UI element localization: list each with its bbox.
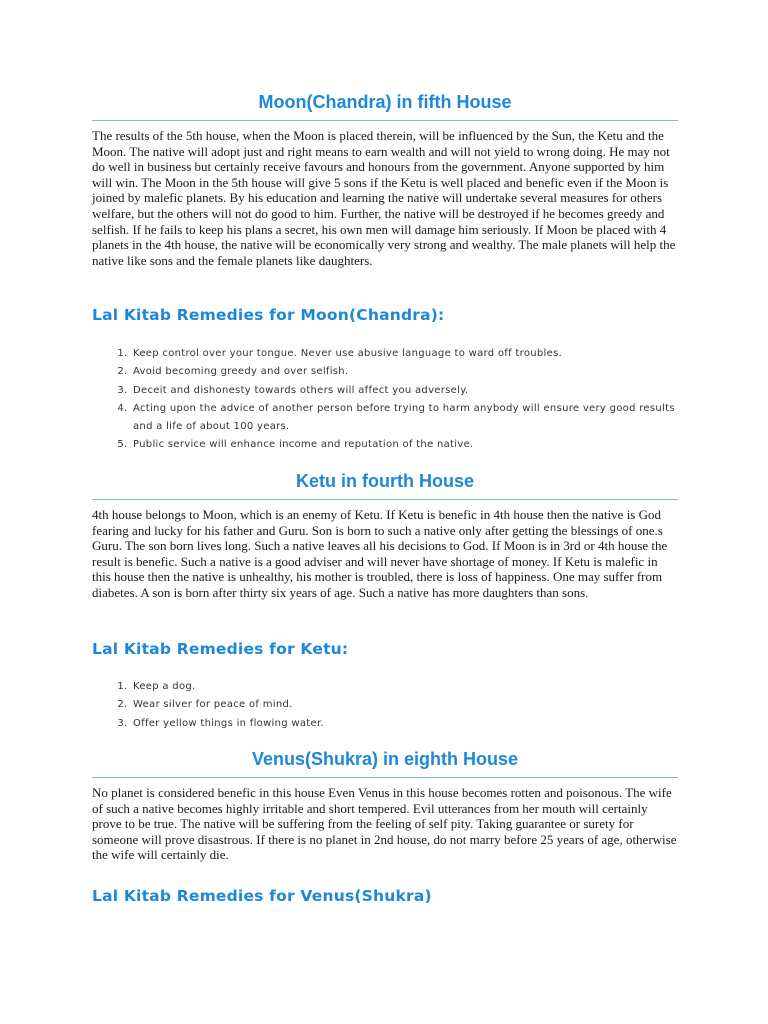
moon-section-title: Moon(Chandra) in fifth House xyxy=(92,92,678,121)
list-item: 5. Public service will enhance income and reputation of the native. xyxy=(131,436,717,454)
ketu-section-title: Ketu in fourth House xyxy=(92,471,678,500)
list-item: 2. Wear silver for peace of mind. xyxy=(131,696,717,714)
venus-section-title: Venus(Shukra) in eighth House xyxy=(92,749,678,778)
list-item: 3. Offer yellow things in flowing water. xyxy=(131,715,717,733)
moon-remedies-list xyxy=(92,345,717,455)
moon-remedies-title: Lal Kitab Remedies for Moon(Chandra): xyxy=(92,306,445,324)
moon-section-body: The results of the 5th house, when the Moon is placed therein, will be influenced by the Sun, the Ketu and the Moon. The native will adopt just and right means to earn wealth and will not yield to wrong doing. He may not do well in business but certainly receive favours and honours from the government. Anyone supported by him will win. The Moon in the 5th house will give 5 sons if the Ketu is well placed and benefic even if the Moon is joined by malefic planets. By his education and learning the native will undertake several measures for others welfare, but the others will not do good to him. Further, the native will be destroyed if he becomes greedy and selfish. If he fails to keep his plans a secret, his own men will damage him seriously. If Moon be placed with 4 planets in the 4th house, the native will be economically very strong and wealthy. The male planets will help the native like sons and the female planets like daughters. xyxy=(92,128,676,268)
venus-section-body: No planet is considered benefic in this house Even Venus in this house becomes rotten and poisonous. The wife of such a native becomes highly irritable and short tempered. Evil utterances from her mouth will certainly prove to be true. The native will be suffering from the feeling of self pity. Taking guarantee or surety for someone will prove disastrous. If there is no planet in 2nd house, do not marry before 25 years of age, otherwise the wife will certainly die. xyxy=(92,785,677,863)
list-item: 2. Avoid becoming greedy and over selfish. xyxy=(131,363,717,381)
ketu-section-body: 4th house belongs to Moon, which is an enemy of Ketu. If Ketu is benefic in 4th house then the native is God fearing and lucky for his father and Guru. Son is born to such a native only after getting the blessings of one.s Guru. The son born lives long. Such a native leaves all his decisions to God. If Moon is in 3rd or 4th house the result is benefic. Such a native is a good adviser and will never have shortage of money. If Ketu is malefic in this house then the native is unhealthy, his mother is troubled, there is loss of happiness. One may suffer from diabetes. A son is born after thirty six years of age. Such a native has more daughters than sons. xyxy=(92,507,668,600)
ketu-remedies-list xyxy=(92,678,717,733)
list-item: 4. Acting upon the advice of another person before trying to harm anybody will ensure very good results and a life of about 100 years. xyxy=(131,400,717,437)
ketu-remedies-title: Lal Kitab Remedies for Ketu: xyxy=(92,640,349,658)
venus-remedies-title: Lal Kitab Remedies for Venus(Shukra) xyxy=(92,887,432,905)
list-item: 1. Keep control over your tongue. Never use abusive language to ward off troubles. xyxy=(131,345,717,363)
list-item: 3. Deceit and dishonesty towards others will affect you adversely. xyxy=(131,382,717,400)
list-item: 1. Keep a dog. xyxy=(131,678,717,696)
